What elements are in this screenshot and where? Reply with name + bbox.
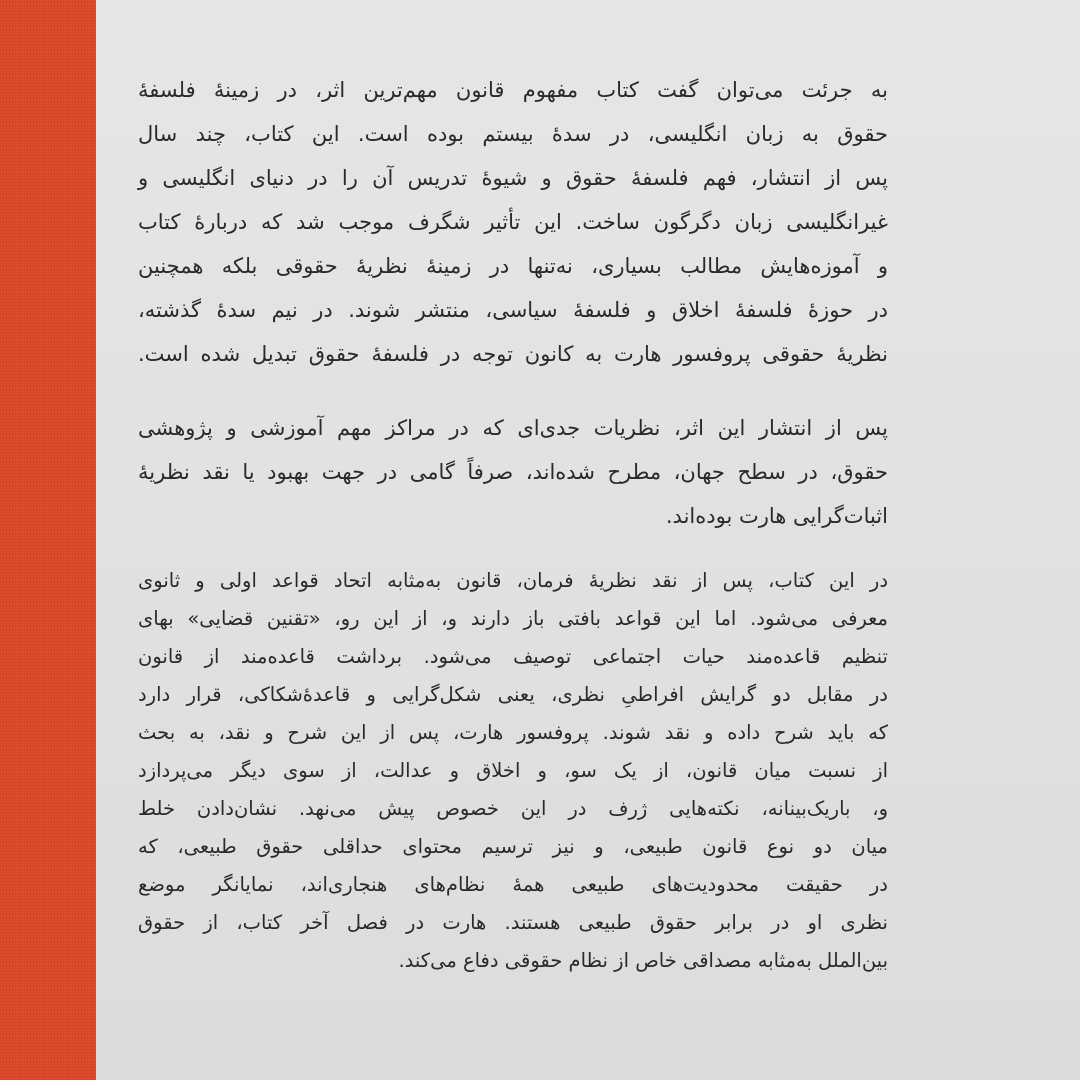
text-line: در این کتاب، پس از نقد نظریهٔ فرمان، قانون به‌مثابه اتحاد قواعد اولی و ثانوی (138, 569, 888, 592)
text-line: و آموزه‌هایش مطالب بسیاری، نه‌تنها در زمینهٔ نظریهٔ حقوقی بلکه همچنین (138, 254, 888, 278)
text-line: اثبات‌گرایی هارت بوده‌اند. (665, 504, 888, 528)
text-line: در حقیقت محدودیت‌های طبیعی همهٔ نظام‌های هنجاری‌اند، نمایانگر موضع (138, 873, 888, 896)
text-line: حقوق به زبان انگلیسی، در سدهٔ بیستم بوده است. این کتاب، چند سال (138, 122, 888, 146)
text-line: از نسبت میان قانون، از یک سو، و اخلاق و عدالت، از سوی دیگر می‌پردازد (138, 759, 888, 782)
red-cover-edge (0, 0, 96, 1080)
text-line: میان دو نوع قانون طبیعی، و نیز ترسیم محتوای حداقلی حقوق طبیعی، که (138, 835, 888, 858)
text-line: تنظیم قاعده‌مند حیات اجتماعی توصیف می‌شود. برداشت قاعده‌مند از قانون (138, 645, 888, 668)
text-line: و، باریک‌بینانه، نکته‌هایی ژرف در این خصوص پیش می‌نهد. نشان‌دادن خلط (138, 797, 888, 820)
text-line: که باید شرح داده و نقد شوند. پروفسور هارت، پس از این شرح و نقد، به بحث (138, 721, 888, 744)
text-line: نظری او در برابر حقوق طبیعی هستند. هارت در فصل آخر کتاب، از حقوق (138, 911, 888, 934)
text-line: پس از انتشار این اثر، نظریات جدی‌ای که در مراکز مهم آموزشی و پژوهشی (138, 416, 888, 440)
text-line: بین‌الملل به‌مثابه مصداقی خاص از نظام حقوقی دفاع می‌کند. (398, 949, 888, 972)
text-line: غیرانگلیسی زبان دگرگون ساخت. این تأثیر شگرف موجب شد که دربارهٔ کتاب (138, 210, 888, 234)
text-line: به جرئت می‌توان گفت کتاب مفهوم قانون مهم‌ترین اثر، در زمینهٔ فلسفهٔ (138, 78, 888, 102)
paragraph-3 (138, 562, 888, 980)
text-line: معرفی می‌شود. اما این قواعد بافتی باز دارند و، از این رو، «تقنین قضایی» بهای (138, 607, 888, 630)
paragraph-1 (138, 68, 888, 376)
paragraph-2 (138, 406, 888, 538)
text-line: در مقابل دو گرایش افراطیِ نظری، یعنی شکل‌گرایی و قاعدهٔ‌شکاکی، قرار دارد (138, 683, 888, 706)
text-line: پس از انتشار، فهم فلسفهٔ حقوق و شیوهٔ تدریس آن را در دنیای انگلیسی و (138, 166, 888, 190)
text-line: در حوزهٔ فلسفهٔ اخلاق و فلسفهٔ سیاسی، منتشر شوند. در نیم سدهٔ گذشته، (138, 298, 888, 322)
text-line: حقوق، در سطح جهان، مطرح شده‌اند، صرفاً گامی در جهت بهبود یا نقد نظریهٔ (138, 460, 888, 484)
text-line: نظریهٔ حقوقی پروفسور هارت به کانون توجه در فلسفهٔ حقوق تبدیل شده است. (138, 342, 888, 366)
